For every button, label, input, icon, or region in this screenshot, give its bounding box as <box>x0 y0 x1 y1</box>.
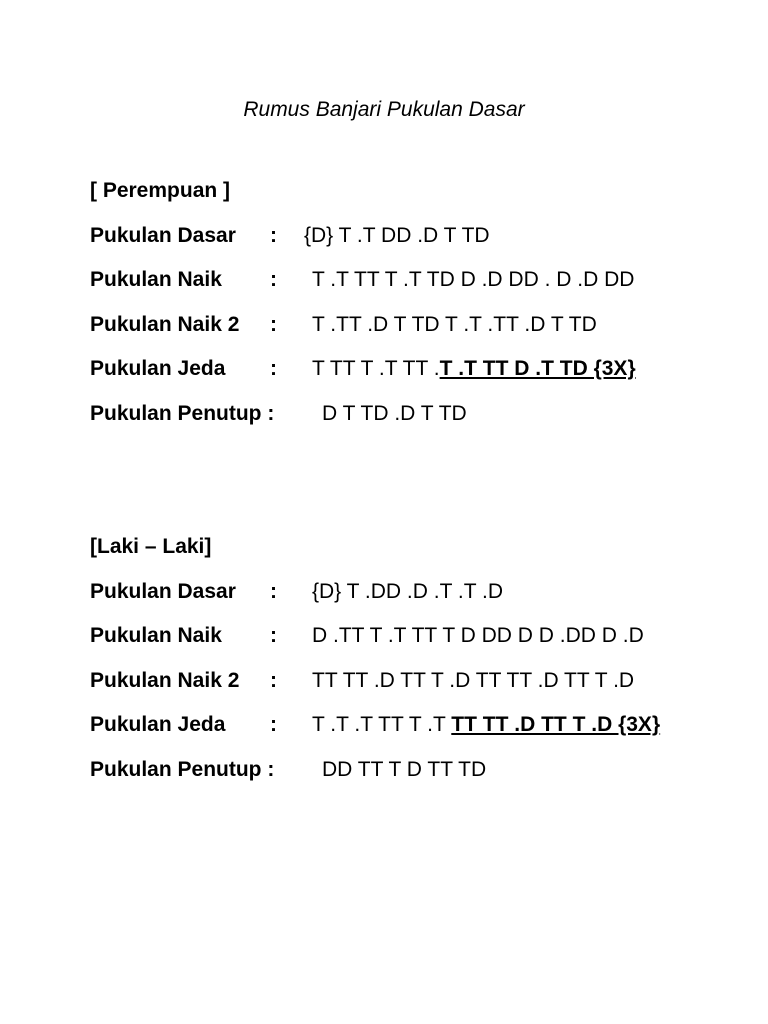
value-text: T .TT .D T TD T .T .TT .D T TD <box>312 312 597 336</box>
value-text: TT TT .D TT T .D TT TT .D TT T .D <box>312 668 635 692</box>
value-text: DD TT T D TT TD <box>322 757 487 781</box>
value-text: T .T TT T .T TD D .D DD . D .D DD <box>312 268 635 292</box>
row-colon: : <box>270 624 277 648</box>
row-value <box>322 399 467 429</box>
row-colon: : <box>270 580 277 603</box>
row-label: Pukulan Jeda <box>90 713 226 737</box>
row-colon: : <box>270 268 277 292</box>
row-label: Pukulan Penutup : <box>90 757 275 781</box>
rhythm-row <box>90 710 660 754</box>
rhythm-row <box>90 354 636 398</box>
rhythm-row <box>90 577 660 621</box>
section-laki-laki <box>90 532 660 799</box>
value-emphasis: TT TT .D TT T .D {3X} <box>451 713 661 737</box>
rhythm-row <box>90 666 660 710</box>
row-value <box>312 577 503 607</box>
row-label: Pukulan Naik 2 <box>90 668 240 692</box>
value-text: D T TD .D T TD <box>322 401 467 425</box>
row-label: Pukulan Jeda <box>90 357 226 381</box>
row-label: Pukulan Dasar <box>90 580 236 603</box>
row-label: Pukulan Naik <box>90 268 222 292</box>
row-label: Pukulan Dasar <box>90 224 236 247</box>
section-header: [Laki – Laki] <box>90 535 212 558</box>
value-text: D .TT T .T TT T D DD D D .DD D .D <box>312 624 644 648</box>
rhythm-row <box>90 265 636 309</box>
row-label: Pukulan Penutup : <box>90 401 275 425</box>
row-label: Pukulan Naik <box>90 624 222 648</box>
row-colon: : <box>270 224 277 247</box>
rhythm-row <box>90 755 660 799</box>
row-colon: : <box>270 668 277 692</box>
row-value <box>312 354 636 384</box>
row-value <box>312 710 660 740</box>
rhythm-row <box>90 221 636 265</box>
rhythm-row <box>90 621 660 665</box>
value-text: {D} T .DD .D .T .T .D <box>312 580 503 603</box>
rhythm-row <box>90 310 636 354</box>
row-colon: : <box>270 312 277 336</box>
rhythm-row <box>90 399 636 443</box>
row-value <box>312 621 644 651</box>
document-title: Rumus Banjari Pukulan Dasar <box>243 98 525 121</box>
row-value <box>312 265 634 295</box>
section-header: [ Perempuan ] <box>90 179 231 202</box>
value-text: {D} T .T DD .D T TD <box>304 224 490 247</box>
row-label: Pukulan Naik 2 <box>90 312 240 336</box>
row-colon: : <box>270 357 277 381</box>
value-text: T .T .T TT T .T <box>312 713 452 737</box>
row-value <box>312 310 597 340</box>
row-colon: : <box>270 713 277 737</box>
value-emphasis: T .T TT D .T TD {3X} <box>439 357 636 381</box>
row-value <box>304 221 490 251</box>
row-value <box>312 666 634 696</box>
row-value <box>322 755 486 785</box>
value-text: T TT T .T TT . <box>312 357 440 381</box>
section-perempuan <box>90 176 636 443</box>
